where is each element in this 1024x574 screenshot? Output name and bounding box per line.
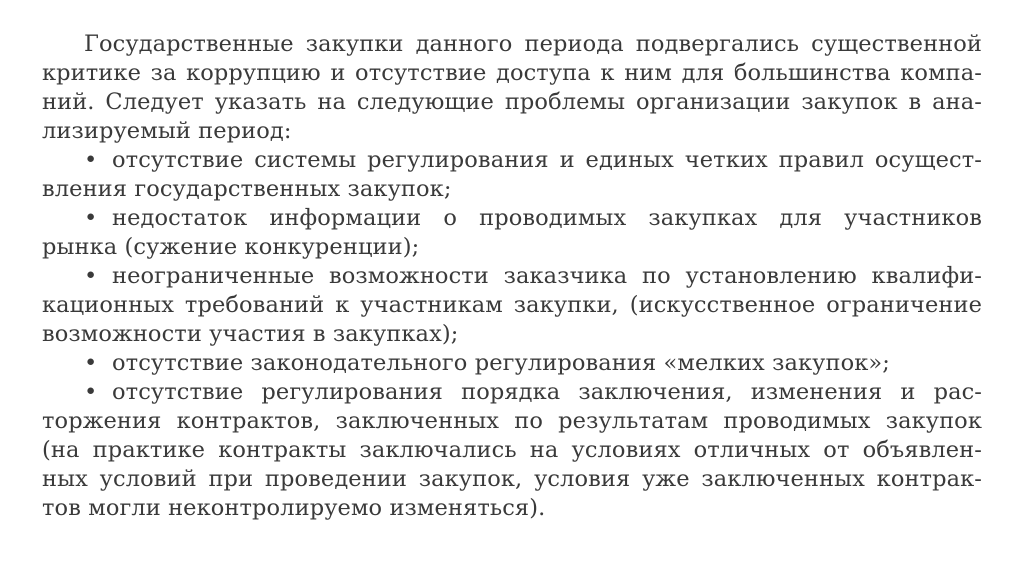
- bullet-continuation: вления государственных закупок;: [42, 176, 452, 202]
- bullet-continuation: торжения контрактов, заключенных по результатам проводимых закупок: [42, 408, 982, 434]
- bullet-continuation: рынка (сужение конкуренции);: [42, 234, 420, 260]
- bullet-marker: •: [84, 379, 98, 405]
- paragraph-line: лизируемый период:: [42, 118, 292, 144]
- bullet-item-4: [42, 349, 982, 378]
- bullet-text: отсутствие регулирования порядка заключения, изменения и рас-: [112, 379, 982, 405]
- bullet-marker: •: [84, 263, 98, 289]
- bullet-continuation: тов могли неконтролируемо изменяться).: [42, 495, 546, 521]
- bullet-marker: •: [84, 350, 98, 376]
- paragraph-line: критике за коррупцию и отсутствие доступа к ним для большинства компа-: [42, 60, 982, 86]
- paragraph-line: Государственные закупки данного периода подвергались существенной: [84, 31, 982, 57]
- document-text: [42, 30, 982, 523]
- bullet-text: неограниченные возможности заказчика по установлению квалифи-: [112, 263, 982, 289]
- bullet-marker: •: [84, 205, 98, 231]
- bullet-continuation: ных условий при проведении закупок, условия уже заключенных контрак-: [42, 466, 982, 492]
- paragraph-line: ний. Следует указать на следующие проблемы организации закупок в ана-: [42, 89, 982, 115]
- bullet-text: отсутствие законодательного регулирования «мелких закупок»;: [112, 350, 890, 376]
- bullet-continuation: кационных требований к участникам закупки, (искусственное ограничение: [42, 292, 982, 318]
- bullet-text: недостаток информации о проводимых закупках для участников: [112, 205, 982, 231]
- bullet-item-5: [42, 378, 982, 407]
- bullet-continuation: (на практике контракты заключались на условиях отличных от объявлен-: [42, 437, 982, 463]
- bullet-text: отсутствие системы регулирования и единых четких правил осущест-: [112, 147, 982, 173]
- bullet-marker: •: [84, 147, 98, 173]
- bullet-continuation: возможности участия в закупках);: [42, 321, 459, 347]
- bullet-item-3: [42, 262, 982, 291]
- bullet-item-2: [42, 204, 982, 233]
- bullet-item-1: [42, 146, 982, 175]
